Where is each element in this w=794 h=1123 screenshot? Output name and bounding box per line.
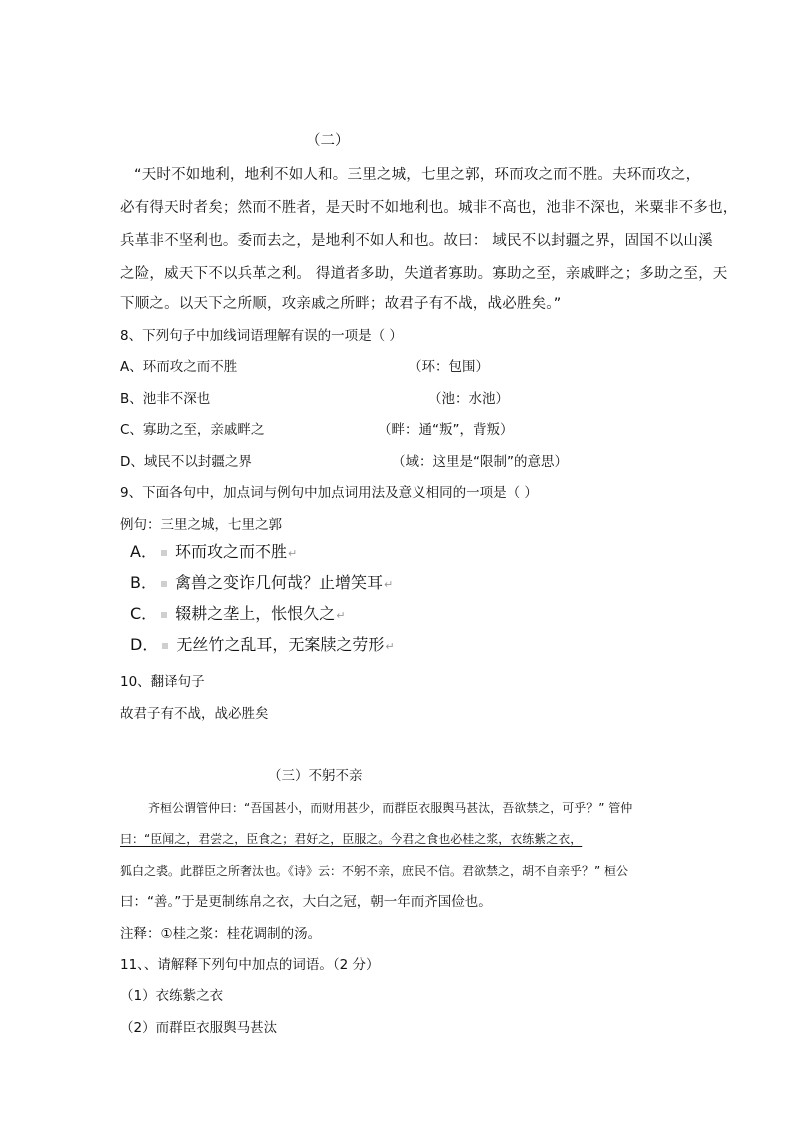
q10-stem: 10、翻译句子 <box>120 674 205 690</box>
q9-option-a-letter: A． <box>130 542 157 561</box>
q9-option-c-text: 辍耕之垄上，怅恨久之 <box>175 604 336 623</box>
paragraph-mark-icon: ↵ <box>336 609 346 622</box>
bullet-marker-icon <box>161 581 167 587</box>
passage2-line-3: 兵革非不坚利也。委而去之，是地利不如人和也。故曰： 域民不以封疆之界，固国不以山溪 <box>120 233 713 249</box>
q8-option-c: C、寡助之至，亲戚畔之 <box>120 422 265 438</box>
q9-option-d <box>130 636 395 656</box>
q8-option-b: B、池非不深也 <box>120 391 211 407</box>
q9-option-d-text: 无丝竹之乱耳，无案牍之劳形 <box>176 635 385 654</box>
passage3-line-1: 齐桓公谓管仲曰：“吾国甚小，而财用甚少，而群臣衣服舆马甚汰，吾欲禁之，可乎？” 管仲 <box>148 801 633 815</box>
q8-option-b-note: （池：水池） <box>428 391 509 407</box>
q8-option-d: D、域民不以封疆之界 <box>120 454 252 470</box>
passage2-line-2: 必有得天时者矣；然而不胜者，是天时不如地利也。城非不高也，池非不深也，米粟非不多也， <box>120 200 738 216</box>
paragraph-mark-icon: ↵ <box>385 640 395 653</box>
bullet-marker-icon <box>161 612 167 618</box>
q9-option-d-letter: D． <box>130 635 159 654</box>
q8-option-c-note: （畔：通“叛”，背叛） <box>378 422 514 438</box>
q9-example: 例句：三里之城，七里之郭 <box>120 517 282 533</box>
q9-option-b-letter: B． <box>130 573 157 592</box>
q8-option-a-note: （环：包围） <box>408 359 489 375</box>
bullet-marker-icon <box>161 550 167 556</box>
q11-item-1: （1）衣练紫之衣 <box>120 988 224 1004</box>
q9-option-a-text: 环而攻之而不胜 <box>174 542 287 561</box>
q9-stem: 9、下面各句中，加点词与例句中加点词用法及意义相同的一项是（ ） <box>120 485 538 501</box>
q11-stem: 11、、请解释下列句中加点的词语。（2 分） <box>120 957 380 973</box>
section3-heading: （三）不躬不亲 <box>268 768 363 784</box>
passage3-line-2: 曰：“臣闻之，君尝之，臣食之；君好之，臣服之。今君之食也必桂之浆，衣练紫之衣， <box>120 832 583 846</box>
q9-option-b <box>130 574 393 594</box>
q8-option-d-note: （域：这里是“限制”的意思） <box>392 454 568 470</box>
q9-option-c-letter: C． <box>130 604 158 623</box>
passage2-line-4: 之险，威天下不以兵革之利。 得道者多助，失道者寡助。寡助之至，亲戚畔之；多助之至，天 <box>120 266 728 282</box>
passage3-line-3: 狐白之裘。此群臣之所奢汰也。《诗》云：不躬不亲，庶民不信。君欲禁之，胡不自亲乎？” 桓公 <box>120 864 629 878</box>
q11-item-2: （2）而群臣衣服舆马甚汰 <box>120 1020 278 1036</box>
q8-stem: 8、下列句子中加线词语理解有误的一项是（ ） <box>120 328 403 344</box>
paragraph-mark-icon: ↵ <box>384 578 394 591</box>
q10-sentence: 故君子有不战，战必胜矣 <box>120 706 269 722</box>
section2-heading: （二） <box>306 133 350 149</box>
q9-option-b-text: 禽兽之变诈几何哉？止增笑耳 <box>174 573 383 592</box>
section3-note: 注释：①桂之浆：桂花调制的汤。 <box>120 926 322 942</box>
bullet-marker-icon <box>162 643 168 649</box>
passage2-line-1: “天时不如地利，地利不如人和。三里之城，七里之郭，环而攻之而不胜。夫环而攻之， <box>134 167 701 183</box>
q9-option-c <box>130 605 345 625</box>
paragraph-mark-icon: ↵ <box>287 547 298 560</box>
q9-option-a <box>130 543 297 563</box>
q8-option-a: A、环而攻之而不胜 <box>120 359 238 375</box>
passage2-line-5: 下顺之。以天下之所顺，攻亲戚之所畔；故君子有不战，战必胜矣。” <box>120 296 562 312</box>
passage3-line-4: 曰：“善。”于是更制练帛之衣，大白之冠，朝一年而齐国俭也。 <box>120 894 492 910</box>
